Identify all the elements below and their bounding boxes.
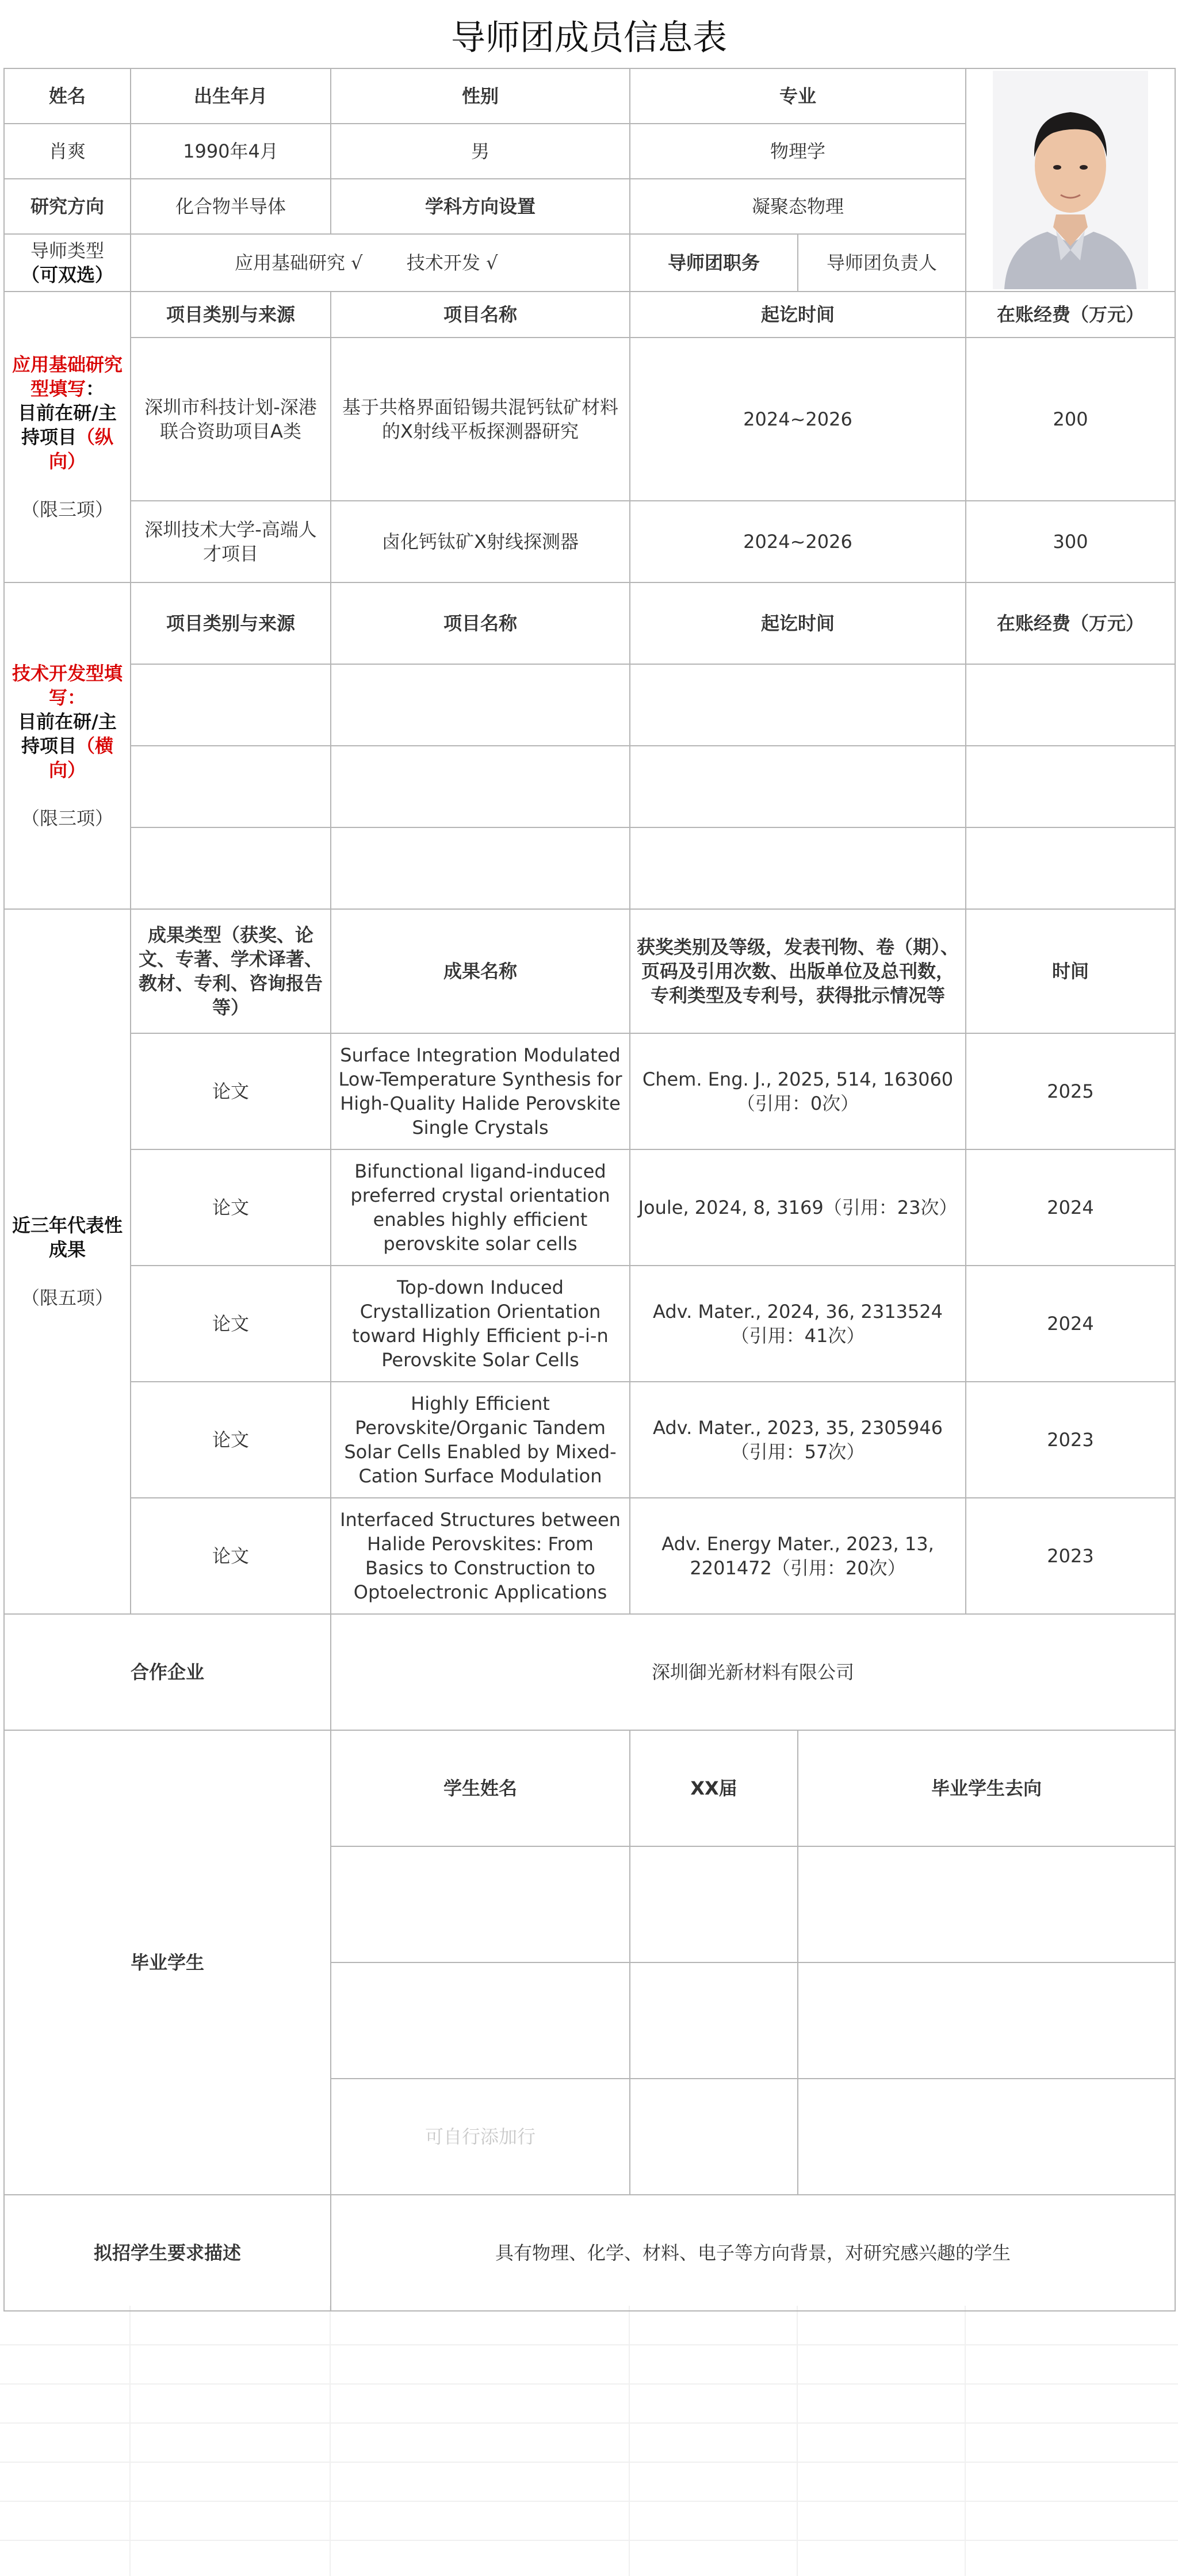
achievement-header-year: 时间 (966, 909, 1175, 1033)
horizontal-section-red: 技术开发型填写： (12, 662, 123, 708)
vertical-header-period: 起讫时间 (630, 292, 966, 338)
achievement-type: 论文 (131, 1033, 331, 1149)
birth-label: 出生年月 (131, 68, 331, 124)
achievement-header-type: 成果类型（获奖、论文、专著、学术译著、教材、专利、咨询报告等） (131, 909, 331, 1033)
vertical-section-tag: （纵向） (48, 426, 114, 472)
achievement-title: Top-down Induced Crystallization Orientation toward Highly Efficient p-i-n Perovskite Solar Cells (331, 1266, 630, 1382)
graduates-header-destination: 毕业学生去向 (798, 1730, 1175, 1846)
form-title: 导师团成员信息表 (451, 18, 727, 58)
discipline-value: 凝聚态物理 (630, 179, 966, 234)
achievement-year: 2023 (966, 1498, 1175, 1614)
achievement-row (4, 1498, 1175, 1614)
gender-value: 男 (331, 124, 630, 179)
achievement-year: 2024 (966, 1149, 1175, 1266)
mentor-type-text: 导师类型 (30, 240, 104, 262)
achievement-detail: Chem. Eng. J., 2025, 514, 163060（引用：0次） (630, 1033, 966, 1149)
mentor-type-label (4, 234, 131, 292)
achievement-detail: Joule, 2024, 8, 3169（引用：23次） (630, 1149, 966, 1266)
achievement-year: 2024 (966, 1266, 1175, 1382)
mentor-info-form (3, 68, 1176, 2312)
graduates-header-name: 学生姓名 (331, 1730, 630, 1846)
horizontal-section-title: 目前在研/主持项目 (18, 711, 117, 757)
achievement-header-title: 成果名称 (331, 909, 630, 1033)
horizontal-header-name: 项目名称 (331, 582, 630, 664)
achievements-limit: （限五项） (21, 1287, 113, 1309)
achievement-title: Bifunctional ligand-induced preferred crystal orientation enables highly efficient perovskite solar cells (331, 1149, 630, 1266)
duty-label: 导师团职务 (630, 234, 798, 292)
project-funds: 300 (966, 501, 1175, 582)
project-period: 2024~2026 (630, 338, 966, 501)
cooperation-label: 合作企业 (4, 1614, 331, 1730)
vertical-section-title: 目前在研/主持项目 (18, 402, 117, 448)
graduates-label: 毕业学生 (4, 1730, 331, 2195)
horizontal-empty-row (4, 827, 1175, 909)
requirements-value: 具有物理、化学、材料、电子等方向背景，对研究感兴趣的学生 (331, 2195, 1175, 2311)
research-value: 化合物半导体 (131, 179, 331, 234)
achievement-year: 2025 (966, 1033, 1175, 1149)
mentor-type-value (131, 234, 630, 292)
achievement-header-detail: 获奖类别及等级，发表刊物、卷（期）、页码及引用次数、出版单位及总刊数，专利类型及专利号，获得批示情况等 (630, 909, 966, 1033)
project-source: 深圳技术大学-高端人才项目 (131, 501, 331, 582)
name-label: 姓名 (4, 68, 131, 124)
discipline-label: 学科方向设置 (331, 179, 630, 234)
achievement-detail: Adv. Energy Mater., 2023, 13, 2201472（引用：20次） (630, 1498, 966, 1614)
horizontal-projects-section (4, 582, 131, 909)
project-source: 深圳市科技计划-深港联合资助项目A类 (131, 338, 331, 501)
type-applied-research: 应用基础研究 √ (235, 252, 363, 274)
add-row-hint: 可自行添加行 (331, 2079, 630, 2195)
achievement-row (4, 1033, 1175, 1149)
vertical-section-red: 应用基础研究型填写 (12, 354, 123, 400)
achievement-title: Surface Integration Modulated Low-Temperature Synthesis for High-Quality Halide Perovskite Single Crystals (331, 1033, 630, 1149)
achievement-year: 2023 (966, 1382, 1175, 1498)
vertical-header-funds: 在账经费（万元） (966, 292, 1175, 338)
vertical-header-source: 项目类别与来源 (131, 292, 331, 338)
horizontal-empty-row (4, 746, 1175, 827)
achievement-title: Interfaced Structures between Halide Perovskites: From Basics to Construction to Optoelectronic Applications (331, 1498, 630, 1614)
achievement-row (4, 1149, 1175, 1266)
type-tech-development: 技术开发 √ (406, 252, 498, 274)
major-value: 物理学 (630, 124, 966, 179)
vertical-limit: （限三项） (21, 499, 113, 520)
horizontal-header-source: 项目类别与来源 (131, 582, 331, 664)
vertical-projects-section (4, 292, 131, 582)
horizontal-empty-row (4, 664, 1175, 746)
achievement-row (4, 1382, 1175, 1498)
gender-label: 性别 (331, 68, 630, 124)
major-label: 专业 (630, 68, 966, 124)
achievement-detail: Adv. Mater., 2024, 36, 2313524（引用：41次） (630, 1266, 966, 1382)
achievement-row (4, 1266, 1175, 1382)
vertical-section-colon: ： (86, 378, 105, 400)
achievement-type: 论文 (131, 1266, 331, 1382)
requirements-label: 拟招学生要求描述 (4, 2195, 331, 2311)
achievement-type: 论文 (131, 1498, 331, 1614)
research-label: 研究方向 (4, 179, 131, 234)
horizontal-header-period: 起讫时间 (630, 582, 966, 664)
graduates-header-class: XX届 (630, 1730, 798, 1846)
achievement-type: 论文 (131, 1382, 331, 1498)
birth-value: 1990年4月 (131, 124, 331, 179)
vertical-project-row (4, 338, 1175, 501)
portrait-photo (993, 71, 1148, 289)
project-name: 基于共格界面铅锡共混钙钛矿材料的X射线平板探测器研究 (331, 338, 630, 501)
vertical-header-name: 项目名称 (331, 292, 630, 338)
project-name: 卤化钙钛矿X射线探测器 (331, 501, 630, 582)
vertical-project-row (4, 501, 1175, 582)
photo-cell (966, 68, 1175, 292)
cooperation-value: 深圳御光新材料有限公司 (331, 1614, 1175, 1730)
horizontal-header-funds: 在账经费（万元） (966, 582, 1175, 664)
horizontal-limit: （限三项） (21, 807, 113, 829)
duty-value: 导师团负责人 (798, 234, 966, 292)
name-value: 肖爽 (4, 124, 131, 179)
horizontal-section-tag: （横向） (48, 735, 114, 781)
project-period: 2024~2026 (630, 501, 966, 582)
achievement-type: 论文 (131, 1149, 331, 1266)
achievement-title: Highly Efficient Perovskite/Organic Tandem Solar Cells Enabled by Mixed-Cation Surface Modulation (331, 1382, 630, 1498)
achievement-detail: Adv. Mater., 2023, 35, 2305946（引用：57次） (630, 1382, 966, 1498)
mentor-type-note: （可双选） (21, 264, 113, 286)
achievements-section (4, 909, 131, 1614)
project-funds: 200 (966, 338, 1175, 501)
achievements-title: 近三年代表性成果 (12, 1214, 123, 1260)
